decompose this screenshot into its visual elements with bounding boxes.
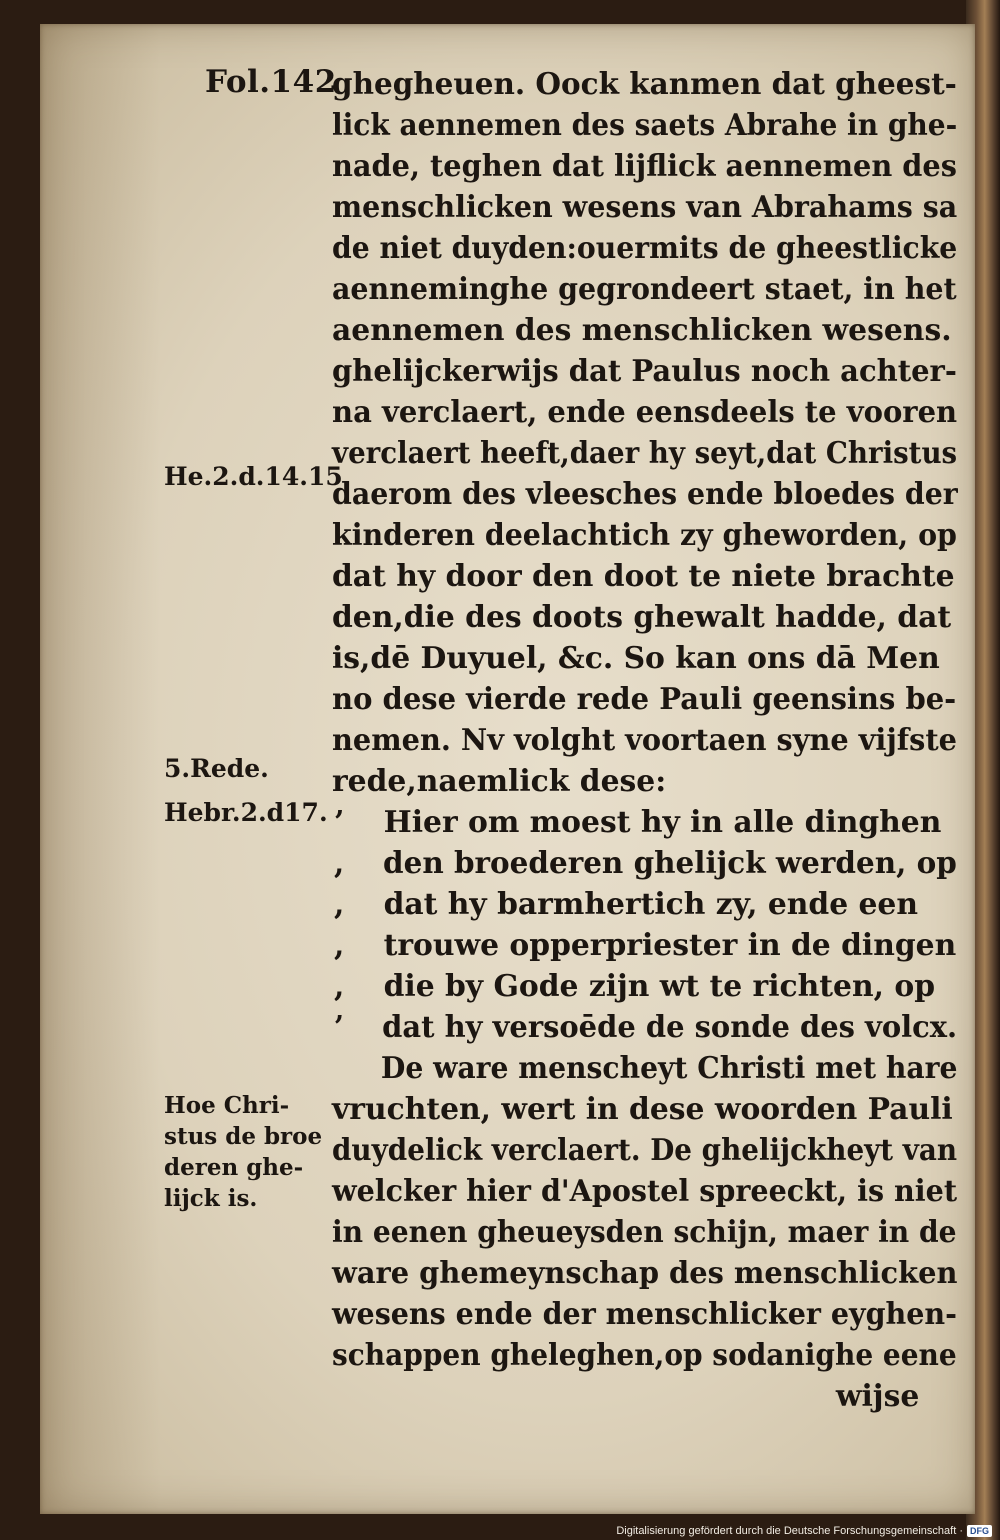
quote-line: [332, 843, 957, 884]
margin-note-hoe-christus: [164, 1090, 322, 1214]
quote-text: dat hy barmhertich zy, ende een: [383, 887, 919, 922]
quote-line: [332, 802, 957, 843]
quote-line: [332, 925, 957, 966]
text-line: ware ghemeynschap des menschlicken: [332, 1256, 958, 1291]
quote-line: [332, 966, 957, 1007]
text-line: aenneminghe gegrondeert staet, in het: [332, 272, 957, 307]
quote-mark: ,: [333, 887, 345, 922]
text-line: welcker hier d'Apostel spreeckt, is niet: [332, 1174, 958, 1209]
dfg-logo: DFG: [967, 1525, 992, 1537]
text-line: is,dē Duyuel, &c. So kan ons dā Men: [332, 641, 940, 676]
margin-note-rede: 5.Rede.: [164, 754, 269, 783]
text-line: duydelick verclaert. De ghelijckheyt van: [332, 1133, 958, 1168]
text-line: nemen. Nv volght voortaen syne vijfste: [332, 723, 957, 758]
quote-text: trouwe opperpriester in de dingen: [383, 928, 957, 963]
margin-note-line: deren ghe-: [164, 1154, 304, 1181]
text-line: rede,naemlick dese:: [332, 764, 667, 799]
margin-note-line: Hoe Chri-: [164, 1092, 290, 1119]
digitization-credit: [616, 1525, 992, 1537]
quote-text: den broederen ghelijck werden, op: [383, 846, 957, 881]
quote-mark: ,: [333, 928, 345, 963]
text-line: verclaert heeft,daer hy seyt,dat Christus: [332, 436, 958, 471]
credit-text: Digitalisierung gefördert durch die Deutsche Forschungsgemeinschaft ·: [616, 1525, 963, 1537]
quote-mark: ’: [333, 805, 345, 840]
quote-mark: ,: [333, 846, 345, 881]
margin-note-line: lijck is.: [164, 1185, 258, 1212]
body-text: [332, 64, 962, 1417]
text-line: nade, teghen dat lijflick aennemen des: [332, 149, 957, 184]
text-line: kinderen deelachtich zy gheworden, op: [332, 518, 957, 553]
quote-line: [332, 884, 957, 925]
text-line: de niet duyden:ouermits de gheestlicke: [332, 231, 958, 266]
text-line: vruchten, wert in dese woorden Pauli: [332, 1092, 953, 1127]
text-line: lick aennemen des saets Abrahe in ghe-: [332, 108, 958, 143]
quote-mark: ’: [333, 1010, 345, 1045]
text-line: aennemen des menschlicken wesens.: [332, 313, 952, 348]
quote-text: die by Gode zijn wt te richten, op: [383, 969, 936, 1004]
quote-mark: ,: [333, 969, 345, 1004]
text-line: ghelijckerwijs dat Paulus noch achter-: [332, 354, 957, 389]
text-line: daerom des vleesches ende bloedes der: [332, 477, 958, 512]
text-line: wesens ende der menschlicker eyghen-: [332, 1297, 958, 1332]
text-line: den,die des doots ghewalt hadde, dat: [332, 600, 952, 635]
catchword: wijse: [835, 1379, 920, 1414]
paragraph-start-line: De ware menscheyt Christi met hare: [380, 1051, 958, 1086]
text-line: no dese vierde rede Pauli geensins be-: [332, 682, 957, 717]
text-line: in eenen gheueysden schijn, maer in de: [332, 1215, 957, 1250]
quote-line: [332, 1007, 958, 1048]
quote-text: dat hy versoēde de sonde des volcx.: [382, 1010, 958, 1045]
text-line: schappen gheleghen,op sodanighe eene: [332, 1338, 957, 1373]
margin-note-hebrews-ref: He.2.d.14.15: [164, 462, 343, 491]
text-line: dat hy door den doot te niete brachte: [332, 559, 955, 594]
text-line: ghegheuen. Oock kanmen dat gheest-: [332, 67, 957, 102]
margin-note-hebr-ref: Hebr.2.d17.: [164, 798, 328, 827]
quote-text: Hier om moest hy in alle dinghen: [383, 805, 942, 840]
margin-note-line: stus de broe: [164, 1123, 323, 1150]
text-line: na verclaert, ende eensdeels te vooren: [332, 395, 958, 430]
text-line: menschlicken wesens van Abrahams sa: [332, 190, 958, 225]
folio-number: Fol.142: [205, 64, 337, 100]
